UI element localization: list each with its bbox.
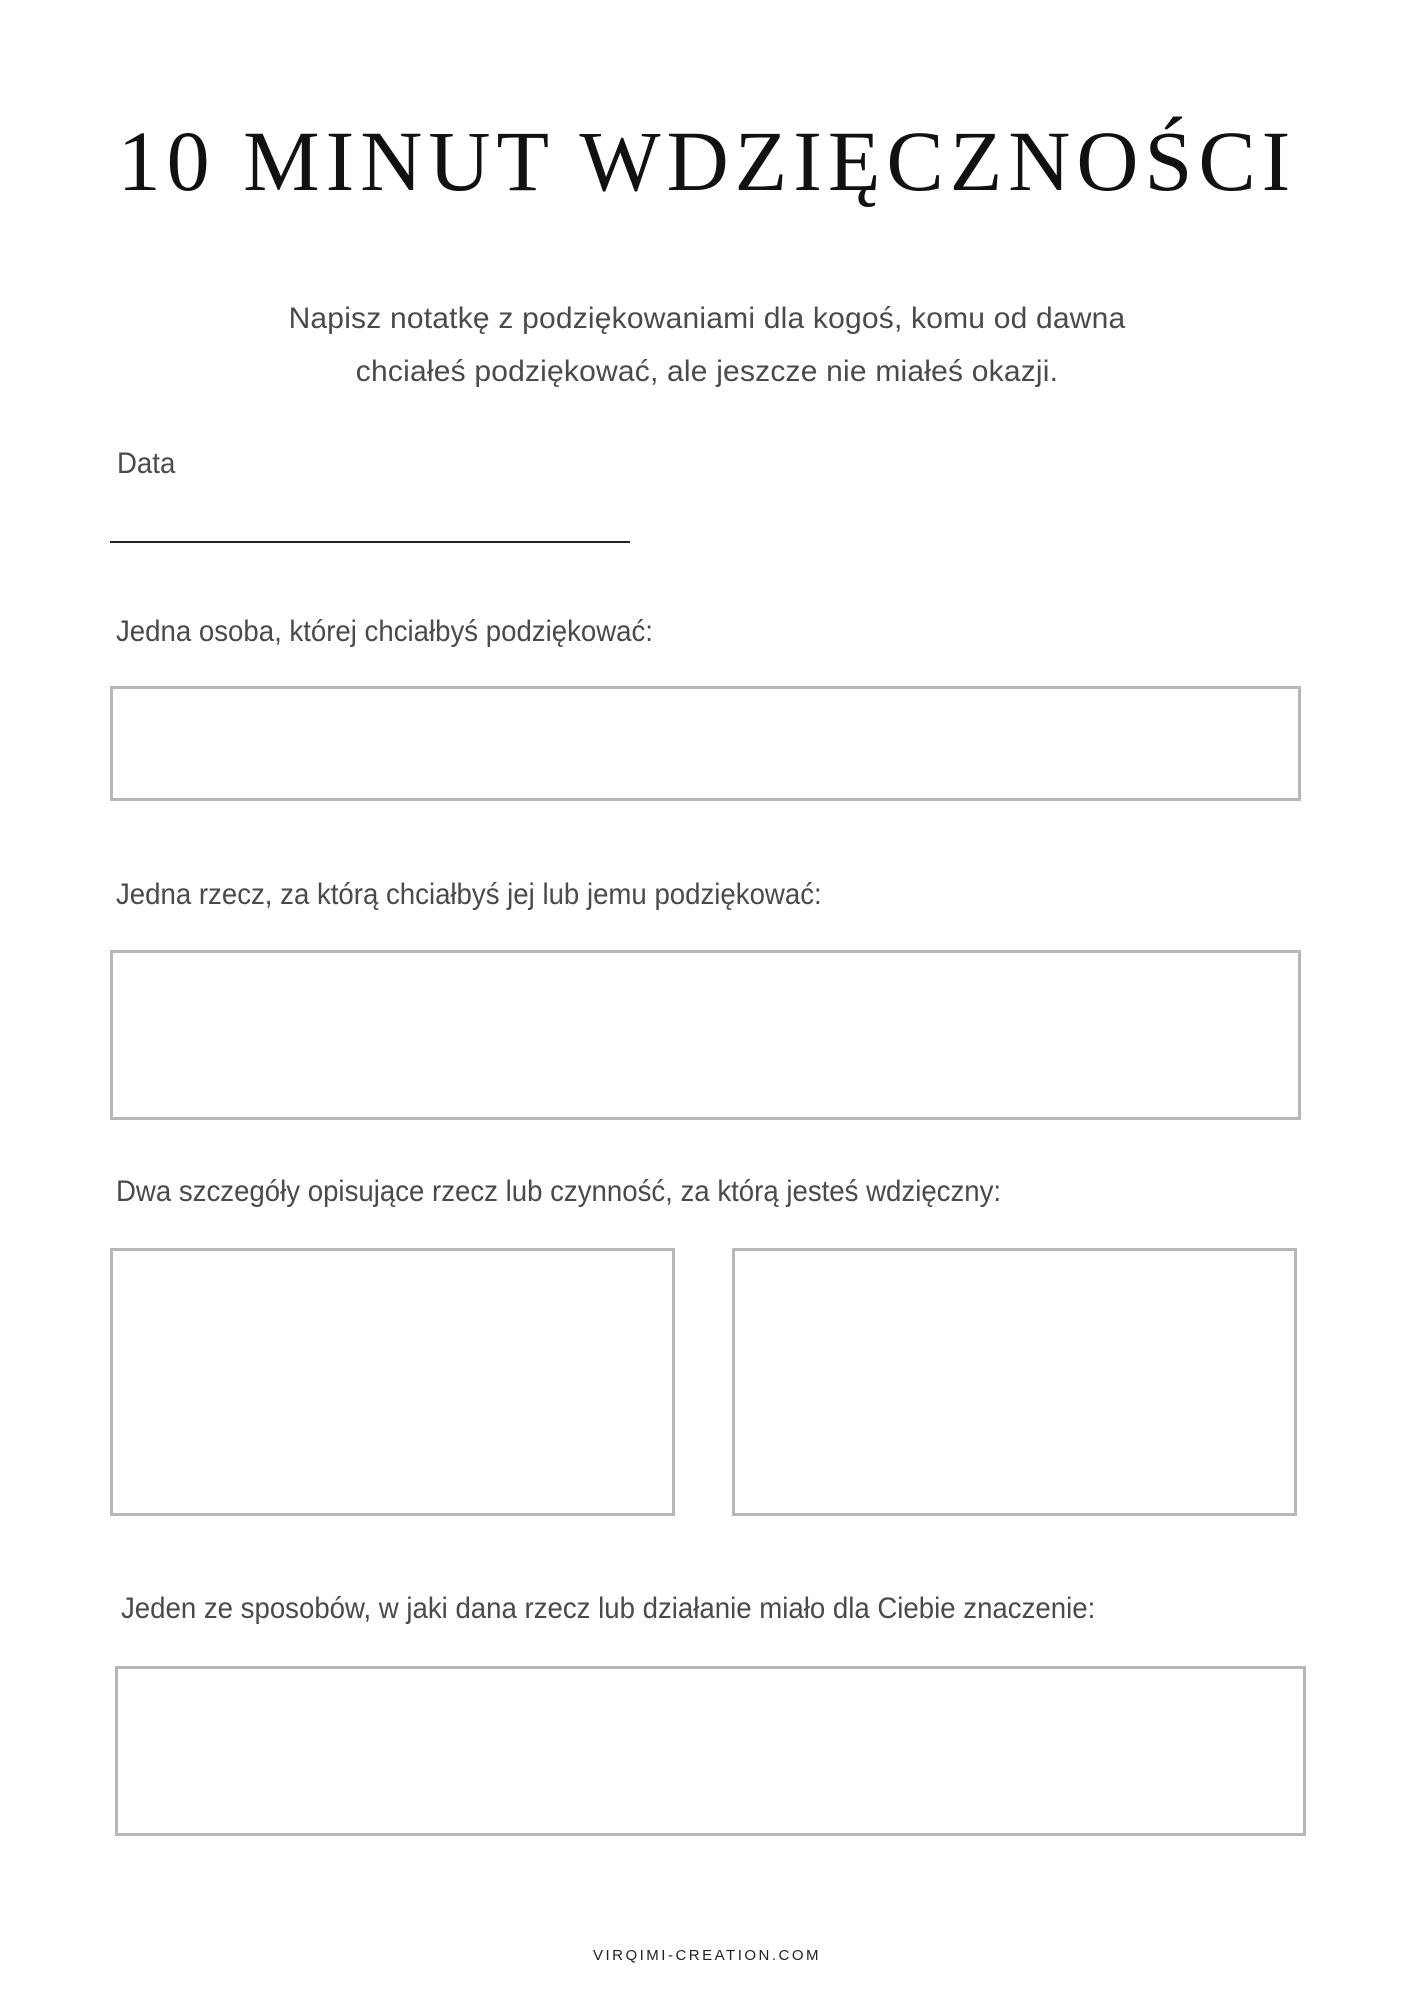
prompt-meaning: Jeden ze sposobów, w jaki dana rzecz lub działanie miało dla Ciebie znaczenie: (121, 1592, 1096, 1625)
date-input-line[interactable] (110, 541, 630, 543)
answer-box-detail-1[interactable] (110, 1248, 675, 1516)
answer-box-meaning[interactable] (115, 1666, 1306, 1836)
answer-box-thing[interactable] (110, 950, 1301, 1120)
prompt-thing: Jedna rzecz, za którą chciałbyś jej lub jemu podziękować: (116, 878, 822, 911)
footer-website: VIRQIMI-CREATION.COM (592, 1947, 822, 1964)
intro-line-2: chciałeś podziękować, ale jeszcze nie miałeś okazji. (355, 355, 1059, 388)
answer-box-person[interactable] (110, 686, 1301, 801)
page-title: 10 MINUT WDZIĘCZNOŚCI (117, 113, 1297, 209)
prompt-person: Jedna osoba, której chciałbyś podziękować: (116, 615, 653, 648)
intro-line-1: Napisz notatkę z podziękowaniami dla kogoś, komu od dawna (288, 302, 1126, 335)
answer-box-detail-2[interactable] (732, 1248, 1297, 1516)
prompt-details: Dwa szczegóły opisujące rzecz lub czynność, za którą jesteś wdzięczny: (116, 1175, 1002, 1208)
date-label: Data (117, 447, 176, 480)
intro-text (0, 292, 1414, 398)
